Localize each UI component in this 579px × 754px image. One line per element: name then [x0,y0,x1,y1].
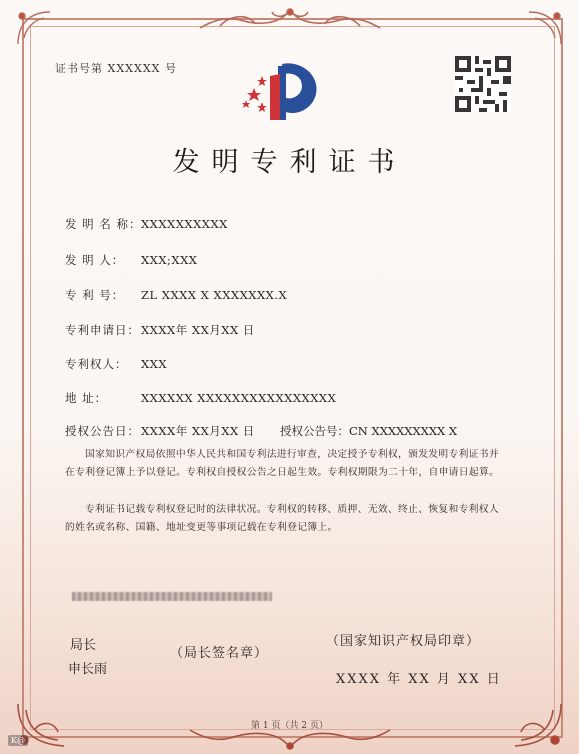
director-seal-note: （局长签名章） [170,646,269,661]
field-label: 专 利 号： [65,288,125,302]
field-value: XXXXXXXXXX [141,217,228,231]
field-label: 授权公告号： [280,424,349,438]
field-value: XXXX年 XX月XX 日 [141,424,255,438]
field-address [65,390,336,406]
top-ornament [180,6,400,34]
certificate-number: 证书号第 XXXXXX 号 [55,62,177,75]
director-title: 局长 [70,638,97,653]
paragraph-grant-statement: 国家知识产权局依照中华人民共和国专利法进行审查，决定授予专利权，颁发发明专利证书并在专利登记簿上予以登记。专利权自授权公告之日起生效。专利权期限为二十年，自申请日起算。 [65,449,500,478]
watermark: K@ [8,735,28,746]
field-value: CN XXXXXXXXX X [349,424,458,438]
field-patent-number [65,287,287,303]
director-name: 申长雨 [68,662,108,677]
field-inventor [65,252,198,268]
field-label: 发 明 人： [65,253,125,267]
field-value: XXX;XXX [141,253,198,267]
field-invention-name [65,216,228,232]
field-label: 地 址： [65,391,108,405]
patent-office-logo-icon [240,58,322,128]
field-application-date [65,322,255,338]
page-number: 第 1 页（共 2 页） [251,721,328,731]
field-patentee [65,356,167,372]
office-seal-note: （国家知识产权局印章） [326,634,481,649]
field-publication-date [65,423,255,439]
field-label: 发 明 名 称： [65,217,142,231]
field-value: XXX [141,357,168,371]
issue-date: XXXX 年 XX 月 XX 日 [336,672,502,687]
corner-ornament-top-left [14,8,54,48]
field-value: ZL XXXX X XXXXXXX.X [141,288,288,302]
field-publication-number [280,423,457,439]
certificate-title: 发明专利证书 [172,147,407,178]
field-label: 授权公告日： [65,424,140,438]
inner-border [30,26,555,730]
field-value: XXXX年 XX月XX 日 [141,323,255,337]
redacted-serial [72,592,272,601]
field-label: 专利权人： [65,357,128,371]
paragraph-legal-status: 专利证书记载专利权登记时的法律状况。专利权的转移、质押、无效、终止、恢复和专利权人的姓名或名称、国籍、地址变更等事项记载在专利登记簿上。 [65,504,499,533]
qr-code [455,56,511,112]
field-value: XXXXXX XXXXXXXXXXXXXXXX [141,391,337,405]
corner-ornament-top-right [525,8,565,48]
field-label: 专利申请日： [65,323,140,337]
